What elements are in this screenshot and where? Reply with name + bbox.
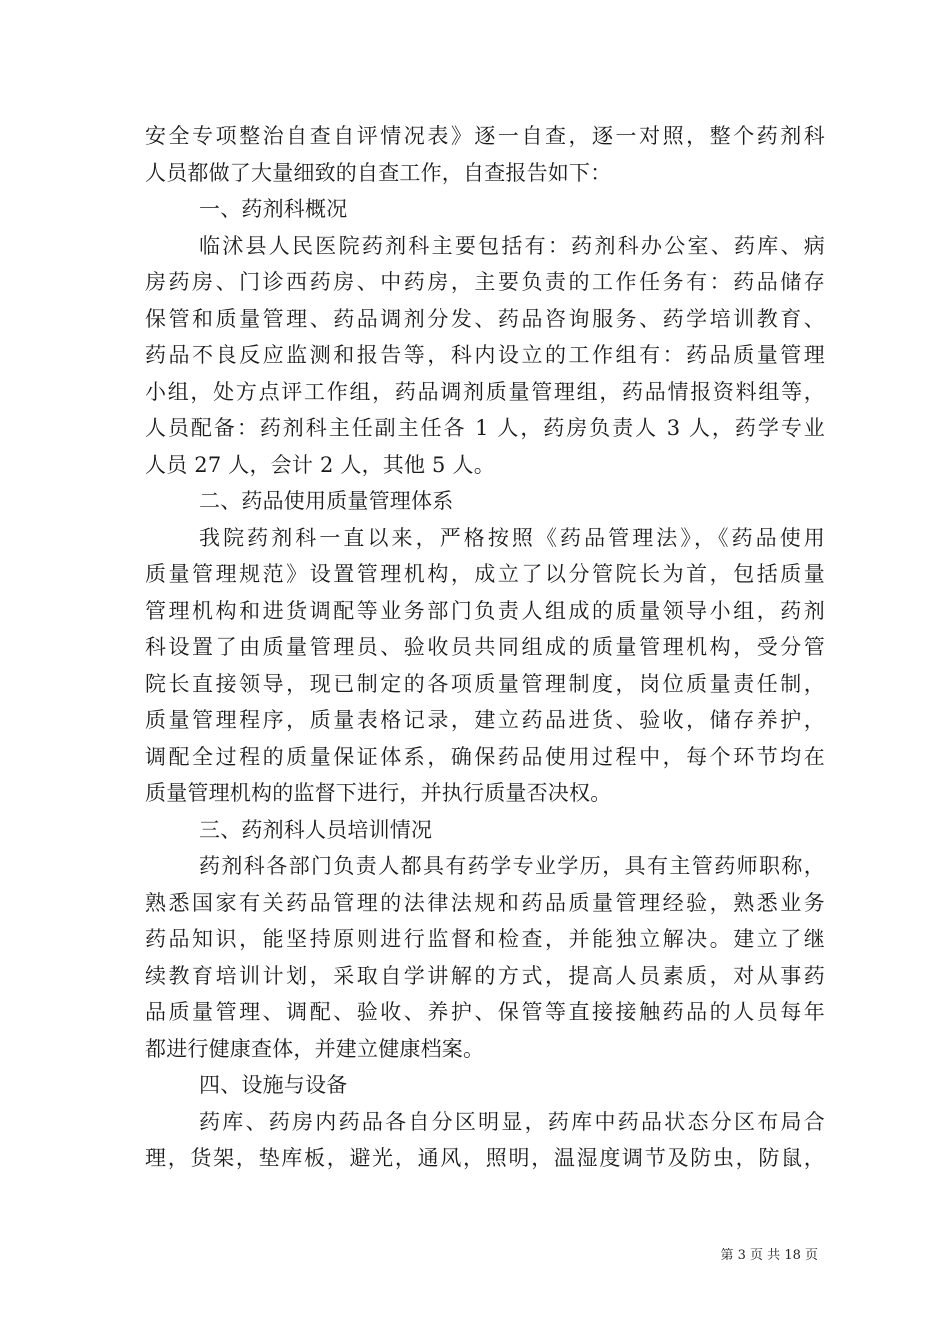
text-line: 质量管理规范》设置管理机构，成立了以分管院长为首，包括质量 bbox=[145, 562, 825, 586]
text-line: 保管和质量管理、药品调剂分发、药品咨询服务、药学培训教育、 bbox=[145, 306, 825, 331]
text-line: 熟悉国家有关药品管理的法律法规和药品质量管理经验，熟悉业务 bbox=[145, 890, 825, 915]
text-line: 人员配备：药剂科主任副主任各 1 人，药房负责人 3 人，药学专业 bbox=[145, 416, 825, 440]
text-line: 四、设施与设备 bbox=[199, 1073, 348, 1097]
text-line: 都进行健康查体，并建立健康档案。 bbox=[145, 1036, 485, 1061]
text-line: 药库、药房内药品各自分区明显，药库中药品状态分区布局合 bbox=[199, 1109, 825, 1134]
page-number-footer: 第 3 页 共 18 页 bbox=[720, 1248, 818, 1263]
text-line: 一、药剂科概况 bbox=[199, 197, 348, 221]
document-body bbox=[145, 118, 825, 1177]
text-line: 我院药剂科一直以来，严格按照《药品管理法》，《药品使用 bbox=[199, 525, 825, 550]
text-line: 药剂科各部门负责人都具有药学专业学历，具有主管药师职称， bbox=[199, 854, 825, 878]
text-line: 临沭县人民医院药剂科主要包括有：药剂科办公室、药库、病 bbox=[199, 233, 825, 258]
text-line: 理，货架，垫库板，避光，通风，照明，温湿度调节及防虫，防鼠， bbox=[145, 1146, 825, 1170]
text-line: 院长直接领导，现已制定的各项质量管理制度，岗位质量责任制， bbox=[145, 671, 825, 696]
text-line: 管理机构和进货调配等业务部门负责人组成的质量领导小组，药剂 bbox=[145, 598, 825, 623]
text-line: 药品知识，能坚持原则进行监督和检查，并能独立解决。建立了继 bbox=[145, 927, 825, 951]
text-line: 二、药品使用质量管理体系 bbox=[199, 489, 454, 513]
text-line: 药品不良反应监测和报告等，科内设立的工作组有：药品质量管理 bbox=[145, 343, 825, 367]
text-line: 质量管理程序，质量表格记录，建立药品进货、验收，储存养护， bbox=[145, 708, 825, 732]
text-line: 人员都做了大量细致的自查工作，自查报告如下： bbox=[145, 160, 612, 185]
text-line: 品质量管理、调配、验收、养护、保管等直接接触药品的人员每年 bbox=[145, 1000, 825, 1024]
text-line: 质量管理机构的监督下进行，并执行质量否决权。 bbox=[145, 781, 612, 805]
text-line: 科设置了由质量管理员、验收员共同组成的质量管理机构，受分管 bbox=[145, 635, 825, 659]
text-line: 调配全过程的质量保证体系，确保药品使用过程中，每个环节均在 bbox=[145, 744, 825, 769]
text-line: 小组，处方点评工作组，药品调剂质量管理组，药品情报资料组等， bbox=[145, 379, 825, 404]
text-line: 安全专项整治自查自评情况表》逐一自查，逐一对照，整个药剂科 bbox=[145, 124, 825, 148]
text-line: 人员 27 人，会计 2 人，其他 5 人。 bbox=[145, 452, 495, 477]
text-line: 续教育培训计划，采取自学讲解的方式，提高人员素质，对从事药 bbox=[145, 963, 825, 988]
text-line: 三、药剂科人员培训情况 bbox=[199, 817, 433, 842]
text-line: 房药房、门诊西药房、中药房，主要负责的工作任务有：药品储存 bbox=[145, 270, 825, 294]
